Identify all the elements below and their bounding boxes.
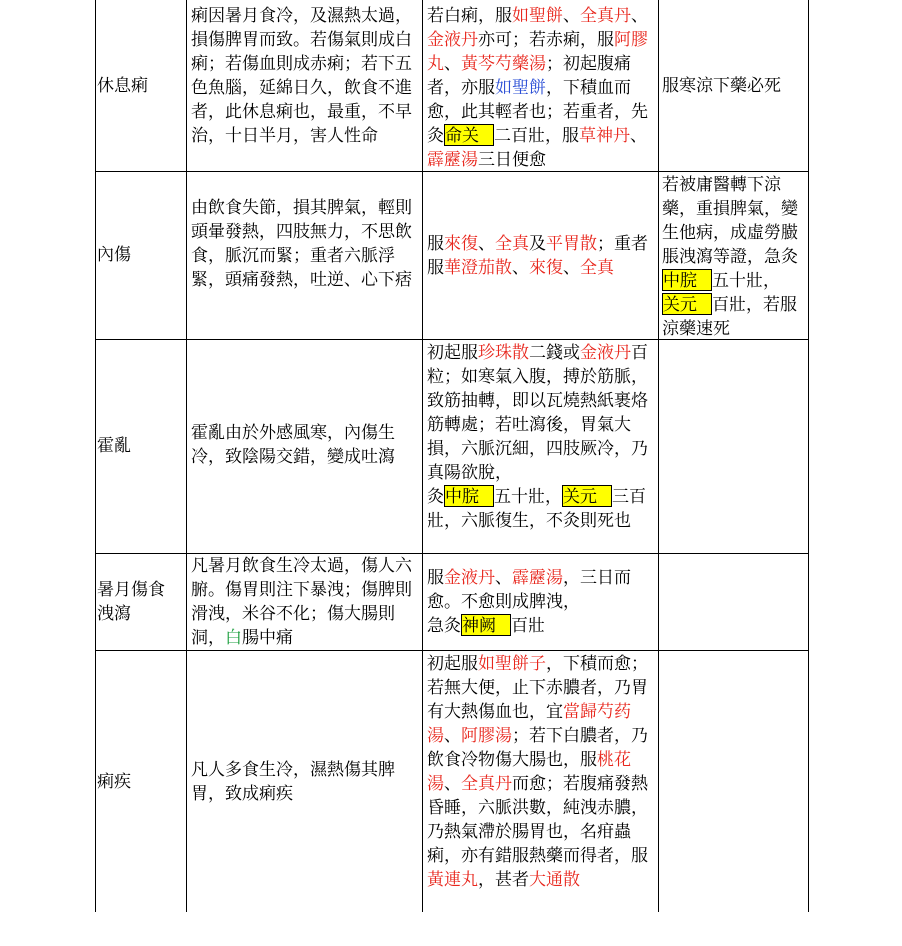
remedy-name: 全真丹 [580, 6, 631, 26]
remedy-name: 全真 [580, 258, 614, 278]
acupoint-highlight: 命关 [444, 124, 494, 146]
treatment-cell [427, 4, 653, 172]
acupoint-highlight: 中脘 [662, 269, 712, 291]
text-run: 、 [563, 258, 580, 278]
text-run: 灸 [427, 487, 444, 507]
text-run: 百壯 [511, 616, 545, 636]
text-run: 而愈；若腹痛發熱昏睡，六脈洪數，純洩赤膿，乃熱氣滯於腸胃也，名疳蟲痢，亦有錯服熱藥而得者，服 [427, 774, 648, 866]
row-name: 暑月傷食洩瀉 [97, 580, 165, 624]
remedy-name: 金液丹 [444, 568, 495, 588]
remedy-name: 當歸芍药湯 [427, 702, 631, 746]
acupoint-highlight: 神阙 [461, 614, 511, 636]
text-run: 初起服 [427, 654, 478, 674]
text-run: 百壯，若服涼藥速死 [662, 295, 797, 339]
text-run: 、 [631, 6, 648, 26]
remedy-name-blue: 如聖餅 [495, 78, 546, 98]
text-run: 、 [512, 258, 529, 278]
text-run: 及 [529, 234, 546, 254]
row-name: 內傷 [97, 245, 131, 265]
remedy-name: 黃連丸 [427, 870, 478, 890]
remedy-name: 阿膠湯 [461, 726, 512, 746]
text-run: 百粒；如寒氣入腹，搏於筋脈，致筋抽轉，即以瓦燒熱紙裹烙筋轉處；若吐瀉後，胃氣大損，六脈沉細，四肢厥冷，乃真陽欲脫， [427, 343, 648, 483]
text-run: 服 [427, 234, 444, 254]
remedy-name: 草神丹 [579, 126, 630, 146]
treatment-cell [427, 566, 653, 638]
text-run: 二錢或 [529, 343, 580, 363]
text-run: 、 [630, 126, 647, 146]
text-run: 、 [563, 6, 580, 26]
remedy-name: 來復 [444, 234, 478, 254]
remedy-name: 如聖餅 [512, 6, 563, 26]
text-run: 五十壯， [494, 487, 562, 507]
row-name: 霍亂 [97, 436, 131, 456]
treatment-cell [427, 341, 653, 533]
table-divider-1 [186, 0, 187, 912]
text-run: ；重者服 [427, 234, 648, 278]
note-cell: 服寒涼下藥必死 [662, 76, 781, 96]
acupoint-highlight: 关元 [662, 293, 712, 315]
text-run: 亦可；若赤痢，服 [478, 30, 614, 50]
table-border-right [808, 0, 809, 912]
remedy-name: 全真丹 [461, 774, 512, 794]
remedy-name: 平胃散 [546, 234, 597, 254]
text-run: ；若下白膿者，乃飲食冷物傷大腸也，服 [427, 726, 648, 770]
cause-cell: 由飲食失節，損其脾氣，輕則頭暈發熱，四肢無力，不思飲食，脈沉而緊；重者六脈浮緊，頭痛發熱，吐逆、心下痞 [191, 198, 412, 290]
cause-cell [191, 554, 417, 650]
text-run: ；初起腹痛者，亦服 [427, 54, 631, 98]
text-run: ，甚者 [478, 870, 529, 890]
text-run: 腸中痛 [242, 628, 293, 648]
text-run: 、 [444, 726, 461, 746]
table-border-left [95, 0, 96, 912]
text-run: 若被庸醫轉下涼藥，重損脾氣，變生他病，成虛勞臌脹洩瀉等證，急灸 [662, 175, 798, 267]
treatment-cell [427, 232, 653, 280]
remedy-name: 華澄茄散 [444, 258, 512, 278]
cause-cell: 痢因暑月食冷，及濕熱太過，損傷脾胃而致。若傷氣則成白痢；若傷血則成赤痢；若下五色魚腦，延綿日久，飲食不進者，此休息痢也，最重，不早治，十日半月，害人性命 [191, 6, 412, 146]
text-run: 、 [495, 568, 512, 588]
remedy-name: 阿膠丸 [427, 30, 648, 74]
text-run: ，下積而愈；若無大便，止下赤膿者，乃胃有大熱傷血也，宜 [427, 654, 648, 722]
remedy-name: 金液丹 [427, 30, 478, 50]
row-divider-4 [95, 650, 808, 651]
note-cell [662, 173, 812, 341]
remedy-name: 全真 [495, 234, 529, 254]
remedy-name: 大通散 [529, 870, 580, 890]
cause-cell: 霍亂由於外感風寒，內傷生冷，致陰陽交錯，變成吐瀉 [191, 423, 395, 467]
remedy-name: 霹靂湯 [427, 150, 478, 170]
remedy-name: 霹靂湯 [512, 568, 563, 588]
treatment-cell [427, 652, 653, 892]
row-name: 痢疾 [97, 772, 131, 792]
table-divider-2 [422, 0, 423, 912]
row-name: 休息痢 [97, 76, 148, 96]
text-run: 若白痢，服 [427, 6, 512, 26]
acupoint-highlight: 中脘 [444, 485, 494, 507]
text-run: 凡暑月飲食生冷太過，傷人六腑。傷胃則注下暴洩；傷脾則滑洩，米谷不化；傷大腸則洞， [191, 556, 412, 648]
table-divider-3 [658, 0, 659, 912]
colored-text: 白 [225, 628, 242, 648]
remedy-name: 金液丹 [580, 343, 631, 363]
text-run: 、 [444, 774, 461, 794]
remedy-name: 黃芩芍藥湯 [461, 54, 546, 74]
remedy-name: 桃花湯 [427, 750, 631, 794]
text-run: 初起服 [427, 343, 478, 363]
text-run: 、 [478, 234, 495, 254]
text-run: 服 [427, 568, 444, 588]
text-run: 三日便愈 [478, 150, 546, 170]
text-run: 三百壯，六脈復生，不灸則死也 [427, 487, 646, 531]
cause-cell: 凡人多食生冷，濕熱傷其脾胃，致成痢疾 [191, 760, 395, 804]
remedy-name: 珍珠散 [478, 343, 529, 363]
text-run: 二百壯，服 [494, 126, 579, 146]
acupoint-highlight: 关元 [562, 485, 612, 507]
remedy-name: 如聖餅子 [478, 654, 546, 674]
text-run: ，三日而愈。不愈則成脾洩， [427, 568, 631, 612]
text-run: 急灸 [427, 616, 461, 636]
text-run: ，下積血而愈，此其輕者也；若重者，先灸 [427, 78, 648, 146]
text-run: 、 [444, 54, 461, 74]
text-run: 五十壯， [712, 271, 780, 291]
remedy-name: 來復 [529, 258, 563, 278]
